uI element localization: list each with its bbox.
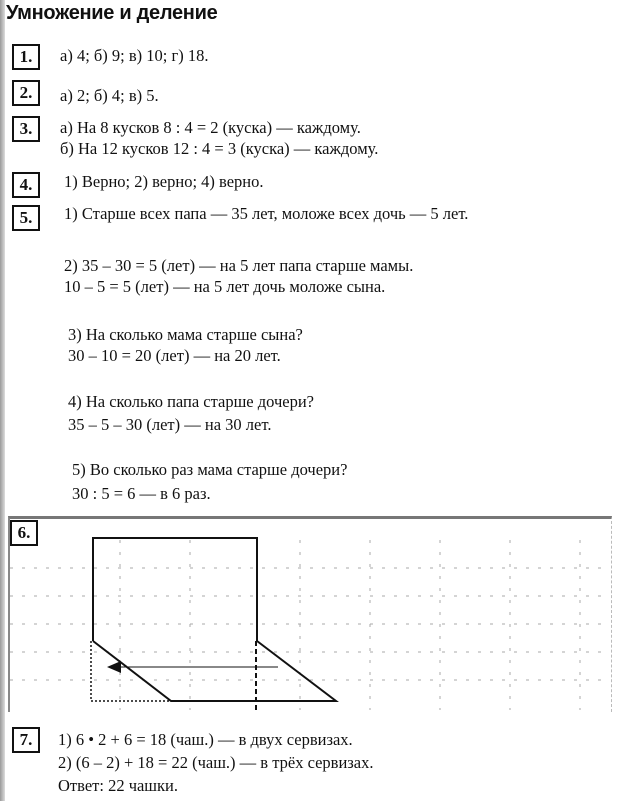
- task-7-line: 2) (6 – 2) + 18 = 22 (чаш.) — в трёх сервизах.: [58, 753, 374, 772]
- task-number-7: 7.: [12, 727, 40, 753]
- task-5-line: 1) Старше всех папа — 35 лет, моложе всех дочь — 5 лет.: [64, 204, 469, 223]
- task-4-answer: 1) Верно; 2) верно; 4) верно.: [64, 172, 264, 191]
- task-number-5: 5.: [12, 205, 40, 231]
- task-5-line: 4) На сколько папа старше дочери?: [68, 392, 315, 411]
- task-3-line-a: а) На 8 кусков 8 : 4 = 2 (куска) — каждому.: [60, 118, 361, 137]
- task-7-line: 1) 6 • 2 + 6 = 18 (чаш.) — в двух сервизах.: [58, 730, 353, 749]
- task-1-answer: а) 4; б) 9; в) 10; г) 18.: [60, 46, 209, 65]
- task-5-line: 2) 35 – 30 = 5 (лет) — на 5 лет папа старше мамы.: [64, 256, 414, 275]
- task-5-line: 35 – 5 – 30 (лет) — на 30 лет.: [68, 415, 272, 434]
- task-5-line: 5) Во сколько раз мама старше дочери?: [72, 460, 348, 479]
- task-number-2: 2.: [12, 80, 40, 106]
- task-number-3: 3.: [12, 116, 40, 142]
- task-5-line: 10 – 5 = 5 (лет) — на 5 лет дочь моложе сына.: [64, 277, 386, 296]
- rectangle-part: [93, 538, 257, 641]
- page-title: Умножение и деление: [6, 2, 218, 24]
- arrow-head-icon: [107, 661, 121, 673]
- task-5-line: 30 – 10 = 20 (лет) — на 20 лет.: [68, 346, 281, 365]
- task-7-answer: Ответ: 22 чашки.: [58, 776, 178, 795]
- task-number-1: 1.: [12, 44, 40, 70]
- task-number-6: 6.: [10, 520, 38, 546]
- task-2-answer: а) 2; б) 4; в) 5.: [60, 86, 159, 105]
- task-number-4: 4.: [12, 172, 40, 198]
- task-5-line: 3) На сколько мама старше сына?: [68, 325, 303, 344]
- grid-dots: [10, 540, 610, 710]
- task-5-line: 30 : 5 = 6 — в 6 раз.: [72, 484, 211, 503]
- task-3-line-b: б) На 12 кусков 12 : 4 = 3 (куска) — каждому.: [60, 139, 379, 158]
